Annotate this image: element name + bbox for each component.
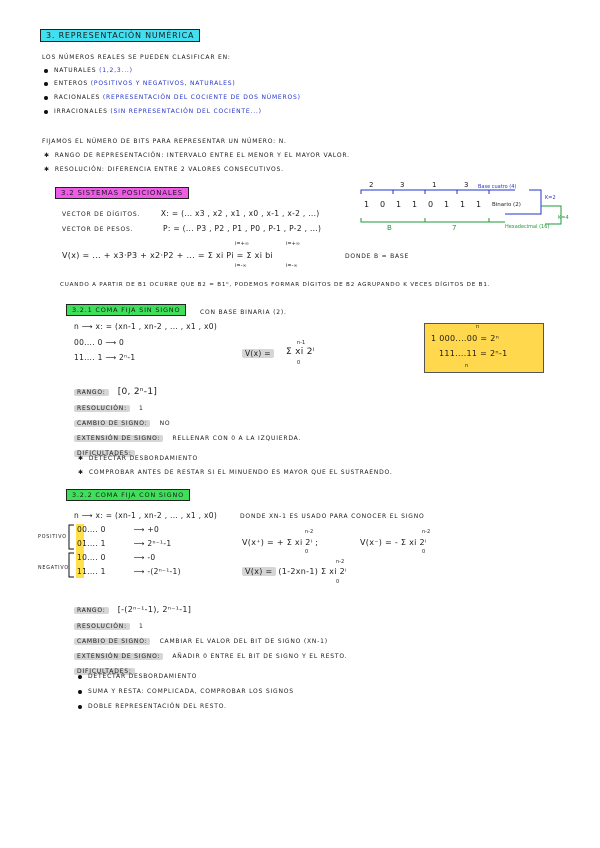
- hexadecimal-label: Hexadecimal (16): [505, 224, 550, 230]
- signed-row: 00.... 0 ⟶ +0: [77, 525, 160, 534]
- sum-lower-limit: 0: [422, 549, 426, 555]
- dificultades-unsigned: DIFICULTADES:: [74, 440, 135, 459]
- sum-upper-limit-2: i=+∞: [286, 241, 300, 247]
- k4-label: K=4: [558, 215, 569, 221]
- asterisk-icon: ✱: [44, 152, 50, 159]
- sum-lower-limit: 0: [297, 360, 301, 366]
- con-base-binaria: CON BASE BINARIA (2).: [200, 309, 287, 316]
- bullet-icon: [78, 675, 82, 679]
- sum-lower-limit: 0: [336, 579, 340, 585]
- list-item-racionales: RACIONALES (REPRESENTACIÓN DEL COCIENTE DE DOS NÚMEROS): [44, 94, 301, 101]
- box-n-bottom: n: [465, 363, 469, 369]
- section-3-title: 3. REPRESENTACIÓN NUMÉRICA: [40, 29, 200, 42]
- bullet-icon: [44, 96, 48, 100]
- bullet-icon: [44, 69, 48, 73]
- dificultades-signed: DIFICULTADES:: [74, 658, 135, 677]
- sum-upper-limit: n-2: [305, 529, 314, 535]
- hex-digit: 7: [452, 224, 457, 232]
- box-max-line: 111....11 = 2ⁿ-1: [439, 349, 508, 358]
- vector-digitos: VECTOR DE DÍGITOS. X: = (... x3 , x2 , x1 , x0 , x-1 , x-2 , ...): [62, 209, 320, 218]
- positivo-label: POSITIVO: [38, 535, 67, 540]
- dificultad-item: ✱ DETECTAR DESBORDAMIENTO: [78, 455, 199, 462]
- v-positive-formula: V(x⁺) = + Σ xi 2ⁱ ;: [242, 538, 319, 547]
- sum-upper-limit: i=+∞: [235, 241, 249, 247]
- sum-upper-limit: n-2: [336, 559, 345, 565]
- section-3-2-2-title: 3.2.2 COMA FIJA CON SIGNO: [66, 489, 190, 501]
- bullet-icon: [78, 690, 82, 694]
- cambio-signo-unsigned: CAMBIO DE SIGNO: NO: [74, 410, 170, 429]
- sum-upper-limit: n-1: [297, 340, 306, 346]
- powers-of-two-box: [424, 323, 544, 373]
- binary-digit: 1: [460, 200, 466, 209]
- vx-unsigned-label: V(x) =: [242, 349, 274, 358]
- base4-digit: 3: [400, 181, 405, 189]
- n-tuple-unsigned: n ⟶ x: = (xn-1 , xn-2 , ... , x1 , x0): [74, 322, 218, 331]
- box-power-line: 1 000....00 = 2ⁿ: [431, 334, 500, 343]
- rango-definition: ✱ RANGO DE REPRESENTACIÓN: INTERVALO ENTRE EL MENOR Y EL MAYOR VALOR.: [44, 152, 350, 159]
- list-item-enteros: ENTEROS (POSITIVOS Y NEGATIVOS, NATURALES): [44, 80, 236, 87]
- box-n-top: n: [476, 324, 480, 330]
- binary-digit: 1: [444, 200, 450, 209]
- resolucion-definition: ✱ RESOLUCIÓN: DIFERENCIA ENTRE 2 VALORES CONSECUTIVOS.: [44, 166, 284, 173]
- cuando-text: CUANDO A PARTIR DE B1 OCURRE QUE B2 = B1ᴷ, PODEMOS FORMAR DÍGITOS DE B2 AGRUPANDO K VECES DÍGITOS DE B1.: [60, 282, 491, 288]
- n-tuple-signed: n ⟶ x: = (xn-1 , xn-2 , ... , x1 , x0): [74, 511, 218, 520]
- list-item-irracionales: IRRACIONALES (SIN REPRESENTACIÓN DEL COCIENTE...): [44, 108, 262, 115]
- intro-text: LOS NÚMEROS REALES SE PUEDEN CLASIFICAR EN:: [42, 54, 231, 61]
- vx-general-formula: V(x) = ... + x3·P3 + x2·P2 + ... = Σ xi Pi = Σ xi bi: [62, 251, 273, 260]
- binary-digit: 1: [396, 200, 402, 209]
- base4-digit: 3: [464, 181, 469, 189]
- rango-signed: RANGO: [-(2ⁿ⁻¹-1), 2ⁿ⁻¹-1]: [74, 597, 191, 616]
- max-value-line: 11.... 1 ⟶ 2ⁿ-1: [74, 353, 136, 362]
- dificultad-item: DOBLE REPRESENTACIÓN DEL RESTO.: [78, 703, 227, 710]
- binary-digit: 1: [476, 200, 482, 209]
- base4-digit: 1: [432, 181, 437, 189]
- dificultad-item: DETECTAR DESBORDAMIENTO: [78, 673, 197, 680]
- base4-digit: 2: [369, 181, 374, 189]
- v-signed-formula: V(x) = (1-2xn-1) Σ xi 2ⁱ: [242, 567, 347, 576]
- signed-row: 10.... 0 ⟶ -0: [77, 553, 156, 562]
- sum-lower-limit: 0: [305, 549, 309, 555]
- asterisk-icon: ✱: [78, 455, 84, 462]
- binary-digit: 0: [428, 200, 434, 209]
- vx-unsigned-sum: Σ xi 2ⁱ: [286, 347, 315, 357]
- binary-digit: 1: [364, 200, 370, 209]
- rango-unsigned: RANGO: [0, 2ⁿ-1]: [74, 379, 157, 398]
- donde-base: DONDE B = BASE: [345, 253, 410, 260]
- section-3-2-title: 3.2 SISTEMAS POSICIONALES: [55, 187, 189, 199]
- sum-upper-limit: n-2: [422, 529, 431, 535]
- asterisk-icon: ✱: [44, 166, 50, 173]
- dificultad-item: ✱ COMPROBAR ANTES DE RESTAR SI EL MINUENDO ES MAYOR QUE EL SUSTRAENDO.: [78, 469, 393, 476]
- binary-digit: 1: [412, 200, 418, 209]
- base-cuatro-label: Base cuatro (4): [478, 184, 517, 190]
- bullet-icon: [44, 110, 48, 114]
- v-negative-formula: V(x⁻) = - Σ xi 2ⁱ: [360, 538, 427, 547]
- resolucion-unsigned: RESOLUCIÓN: 1: [74, 395, 144, 414]
- bullet-icon: [78, 705, 82, 709]
- extension-signo-unsigned: EXTENSIÓN DE SIGNO: RELLENAR CON 0 A LA IZQUIERDA.: [74, 425, 301, 444]
- section-3-2-1-title: 3.2.1 COMA FIJA SIN SIGNO: [66, 304, 186, 316]
- signed-row: 11.... 1 ⟶ -(2ⁿ⁻¹-1): [77, 567, 181, 576]
- donde-signo: DONDE XN-1 ES USADO PARA CONOCER EL SIGNO: [240, 513, 425, 520]
- k2-label: K=2: [545, 195, 556, 201]
- extension-signo-signed: EXTENSIÓN DE SIGNO: AÑADIR 0 ENTRE EL BIT DE SIGNO Y EL RESTO.: [74, 643, 347, 662]
- signed-row: 01.... 1 ⟶ 2ⁿ⁻¹-1: [77, 539, 172, 548]
- vector-pesos: VECTOR DE PESOS. P: = (... P3 , P2 , P1 , P0 , P-1 , P-2 , ...): [62, 224, 322, 233]
- base-conversion-diagram: [355, 180, 575, 240]
- sum-lower-limit-2: i=-∞: [286, 263, 298, 269]
- sum-lower-limit: i=-∞: [235, 263, 247, 269]
- cambio-signo-signed: CAMBIO DE SIGNO: CAMBIAR EL VALOR DEL BIT DE SIGNO (XN-1): [74, 628, 328, 647]
- bullet-icon: [44, 82, 48, 86]
- dificultad-item: SUMA Y RESTA: COMPLICADA, COMPROBAR LOS SIGNOS: [78, 688, 294, 695]
- negativo-label: NEGATIVO: [38, 566, 69, 571]
- min-value-line: 00.... 0 ⟶ 0: [74, 338, 125, 347]
- binario-label: Binario (2): [492, 202, 521, 208]
- binary-digit: 0: [380, 200, 386, 209]
- asterisk-icon: ✱: [78, 469, 84, 476]
- bits-intro: FIJAMOS EL NÚMERO DE BITS PARA REPRESENTAR UN NÚMERO: N.: [42, 138, 287, 145]
- hex-digit: B: [387, 224, 392, 232]
- sign-bit-brackets: [66, 523, 76, 579]
- resolucion-signed: RESOLUCIÓN: 1: [74, 613, 144, 632]
- list-item-naturales: NATURALES (1,2,3...): [44, 67, 133, 74]
